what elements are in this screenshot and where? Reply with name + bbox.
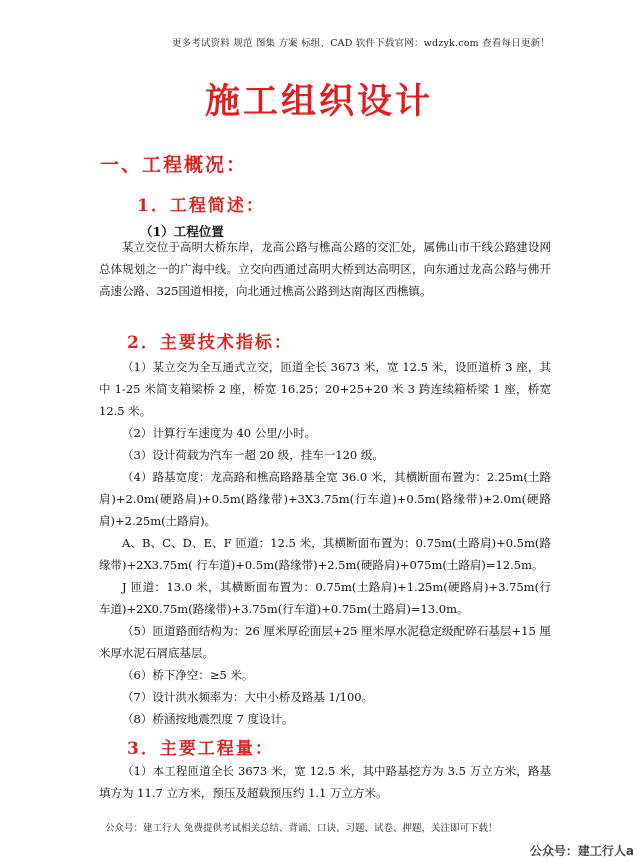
top-banner: 更多考试资料 规范 图集 方案 标组、CAD 软件下载官网：wdzyk.com 查看每日更新！ [171, 38, 550, 49]
spec-item-6: （6）桥下净空：≥5 米。 [122, 668, 254, 682]
spec-item-5: （5）匝道路面结构为：26 厘米厚砼面层+25 厘米厚水泥稳定级配碎石基层+15 厘米厚水泥石屑底基层。 [99, 624, 551, 660]
spec-item-7: （7）设计洪水频率为：大中小桥及路基 1/100。 [122, 690, 374, 704]
section-heading-overview: 一、工程概况： [100, 154, 248, 176]
spec-item-8: （8）桥涵按地震烈度 7 度设计。 [122, 712, 294, 726]
quantity-item-1: （1）本工程匝道全长 3673 米，宽 12.5 米，其中路基挖方为 3.5 万立方米，路基填方为 11.7 立方米，预压及超载预压约 1.1 万立方米。 [99, 764, 551, 800]
subsection-heading-quantities: 3．主要工程量： [127, 734, 280, 759]
item-heading-location: （1）工程位置 [140, 224, 224, 239]
spec-ramp-a-f: A、B、C、D、E、F 匝道：12.5 米，其横断面布置为：0.75m(土路肩)+0.5m(路缘带)+2X3.75m( 行车道)+0.5m(路缘带)+2.5m(硬路肩)+075m(土路肩)=12.5m。 [99, 536, 551, 572]
spec-item-1: （1）某立交为全互通式立交，匝道全长 3673 米，宽 12.5 米，设匝道桥 3 座，其中 1-25 米简支箱梁桥 2 座，桥宽 16.25；20+25+20 米 3 跨连续箱桥梁 1 座，桥宽 12.5 米。 [99, 360, 551, 418]
subsection-heading-brief: 1．工程简述： [137, 196, 265, 216]
spec-item-4: （4）路基宽度：龙高路和樵高路路基全宽 36.0 米，其横断面布置为：2.25m(土路肩)+2.0m(硬路肩)+0.5m(路缘带)+3X3.75m(行车道)+0.5m(路缘带)+2.0m(硬路肩)+2.25m(土路肩)。 [99, 470, 551, 528]
subsection-heading-specs: 2．主要技术指标： [127, 333, 293, 353]
location-paragraph: 某立交位于高明大桥东岸，龙高公路与樵高公路的交汇处，属佛山市干线公路建设网总体规划之一的广海中线。立交向西通过高明大桥到达高明区，向东通过龙高公路与佛开高速公路、325国道相接，向北通过樵高公路到达南海区西樵镇。 [99, 240, 551, 298]
spec-item-3: （3）设计荷载为汽车一超 20 级，挂车一120 级。 [122, 448, 384, 462]
watermark: 公众号：建工行人a [529, 844, 634, 858]
footer-note: 公众号：建工行人 免费提供考试相关总结、背诵、口诀、习题、试卷、押题，关注即可下载！ [105, 823, 498, 834]
document-title: 施工组织设计 [204, 82, 433, 122]
spec-ramp-j: J 匝道：13.0 米，其横断面布置为：0.75m(土路肩)+1.25m(硬路肩)+3.75m(行车道)+2X0.75m(路缘带)+3.75m(行车道)+0.75m(土路肩)=13.0m。 [99, 580, 551, 616]
spec-item-2: （2）计算行车速度为 40 公里/小时。 [122, 426, 317, 440]
